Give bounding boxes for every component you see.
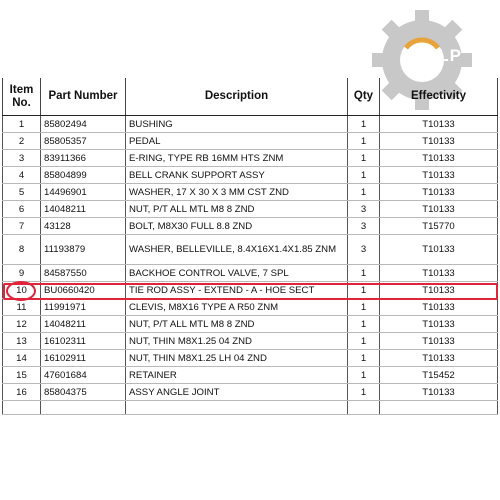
cell-qty: 1 (348, 184, 380, 201)
table-row (3, 150, 498, 167)
cell-description: WASHER, BELLEVILLE, 8.4X16X1.4X1.85 ZNM (126, 235, 348, 265)
cell-item: 3 (3, 150, 41, 167)
column-header-part-number: Part Number (41, 78, 126, 116)
cell-effectivity: T10133 (380, 265, 498, 282)
cell-part-number: 85804375 (41, 384, 126, 401)
cell-item: 11 (3, 299, 41, 316)
cell-effectivity: T10133 (380, 350, 498, 367)
cell-qty: 3 (348, 235, 380, 265)
table-row-empty (3, 401, 498, 415)
table-row-highlighted (3, 282, 498, 299)
cell-qty: 1 (348, 350, 380, 367)
cell-description: BUSHING (126, 116, 348, 133)
cell-part-number: 16102911 (41, 350, 126, 367)
cell-item: 16 (3, 384, 41, 401)
cell-empty (3, 401, 41, 415)
table-row (3, 116, 498, 133)
cell-effectivity: T10133 (380, 333, 498, 350)
cell-description: WASHER, 17 X 30 X 3 MM CST ZND (126, 184, 348, 201)
table-row (3, 316, 498, 333)
cell-effectivity: T10133 (380, 384, 498, 401)
cell-effectivity: T10133 (380, 235, 498, 265)
cell-qty: 1 (348, 282, 380, 299)
cell-qty: 1 (348, 333, 380, 350)
table-row (3, 218, 498, 235)
cell-description: ASSY ANGLE JOINT (126, 384, 348, 401)
cell-part-number: BU0660420 (41, 282, 126, 299)
column-header-qty: Qty (348, 78, 380, 116)
table-row (3, 184, 498, 201)
cell-part-number: 14496901 (41, 184, 126, 201)
cell-effectivity: T10133 (380, 316, 498, 333)
cell-effectivity: T10133 (380, 201, 498, 218)
cell-effectivity: T10133 (380, 167, 498, 184)
column-header-effectivity: Effectivity (380, 78, 498, 116)
cell-description: E-RING, TYPE RB 16MM HTS ZNM (126, 150, 348, 167)
table-row (3, 384, 498, 401)
cell-effectivity: T10133 (380, 150, 498, 167)
cell-effectivity: T10133 (380, 184, 498, 201)
cell-description: NUT, THIN M8X1.25 LH 04 ZND (126, 350, 348, 367)
cell-description: BACKHOE CONTROL VALVE, 7 SPL (126, 265, 348, 282)
parts-table (2, 78, 498, 415)
cell-effectivity: T10133 (380, 133, 498, 150)
logo-text: OLP (424, 46, 462, 65)
cell-item: 6 (3, 201, 41, 218)
cell-qty: 1 (348, 167, 380, 184)
cell-empty (348, 401, 380, 415)
cell-part-number: 11991971 (41, 299, 126, 316)
cell-description: CLEVIS, M8X16 TYPE A R50 ZNM (126, 299, 348, 316)
cell-item: 12 (3, 316, 41, 333)
cell-part-number: 43128 (41, 218, 126, 235)
table-row (3, 299, 498, 316)
cell-qty: 1 (348, 116, 380, 133)
table-row (3, 133, 498, 150)
cell-description: TIE ROD ASSY - EXTEND - A - HOE SECT (126, 282, 348, 299)
cell-effectivity: T15770 (380, 218, 498, 235)
cell-qty: 3 (348, 218, 380, 235)
column-header-item: Item No. (3, 78, 41, 116)
cell-item: 1 (3, 116, 41, 133)
cell-description: NUT, P/T ALL MTL M8 8 ZND (126, 316, 348, 333)
cell-effectivity: T10133 (380, 116, 498, 133)
cell-item: 14 (3, 350, 41, 367)
cell-part-number: 11193879 (41, 235, 126, 265)
column-header-description: Description (126, 78, 348, 116)
cell-part-number: 85805357 (41, 133, 126, 150)
cell-description: NUT, THIN M8X1.25 04 ZND (126, 333, 348, 350)
cell-qty: 1 (348, 150, 380, 167)
cell-effectivity: T10133 (380, 282, 498, 299)
cell-effectivity: T15452 (380, 367, 498, 384)
table-row (3, 350, 498, 367)
cell-qty: 1 (348, 367, 380, 384)
cell-description: BOLT, M8X30 FULL 8.8 ZND (126, 218, 348, 235)
cell-description: PEDAL (126, 133, 348, 150)
table-header-row (3, 78, 498, 116)
cell-qty: 3 (348, 201, 380, 218)
table-row (3, 167, 498, 184)
cell-qty: 1 (348, 133, 380, 150)
cell-item: 9 (3, 265, 41, 282)
cell-effectivity: T10133 (380, 299, 498, 316)
table-row (3, 201, 498, 218)
cell-part-number: 47601684 (41, 367, 126, 384)
cell-part-number: 85804899 (41, 167, 126, 184)
cell-qty: 1 (348, 316, 380, 333)
cell-description: NUT, P/T ALL MTL M8 8 ZND (126, 201, 348, 218)
cell-qty: 1 (348, 384, 380, 401)
cell-item: 13 (3, 333, 41, 350)
table-row (3, 333, 498, 350)
cell-item: 4 (3, 167, 41, 184)
cell-empty (380, 401, 498, 415)
cell-qty: 1 (348, 265, 380, 282)
cell-item: 15 (3, 367, 41, 384)
cell-item: 5 (3, 184, 41, 201)
cell-empty (126, 401, 348, 415)
cell-item: 7 (3, 218, 41, 235)
cell-part-number: 16102311 (41, 333, 126, 350)
cell-part-number: 85802494 (41, 116, 126, 133)
cell-part-number: 14048211 (41, 201, 126, 218)
cell-item: 8 (3, 235, 41, 265)
cell-description: BELL CRANK SUPPORT ASSY (126, 167, 348, 184)
cell-part-number: 83911366 (41, 150, 126, 167)
cell-item: 10 (3, 282, 41, 299)
cell-item: 2 (3, 133, 41, 150)
cell-part-number: 14048211 (41, 316, 126, 333)
table-row (3, 265, 498, 282)
cell-description: RETAINER (126, 367, 348, 384)
cell-qty: 1 (348, 299, 380, 316)
table-row (3, 367, 498, 384)
cell-part-number: 84587550 (41, 265, 126, 282)
table-row (3, 235, 498, 265)
cell-empty (41, 401, 126, 415)
